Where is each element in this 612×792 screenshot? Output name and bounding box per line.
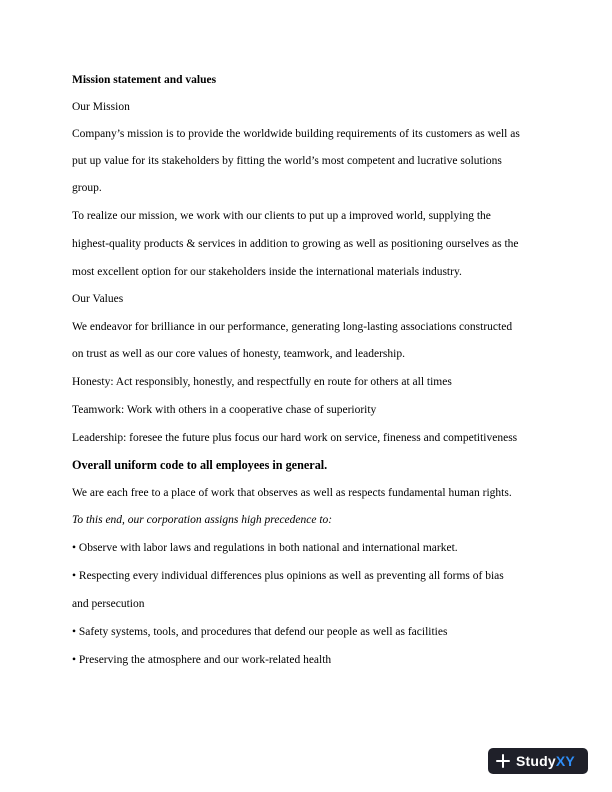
paragraph-line: We are each free to a place of work that observes as well as respects fundamental human rights. [72,487,512,499]
value-honesty: Honesty: Act responsibly, honestly, and respectfully en route for others at all times [72,376,452,388]
watermark-text-accent: XY [555,753,575,769]
value-teamwork: Teamwork: Work with others in a cooperative chase of superiority [72,404,377,416]
watermark-text-main: Study [516,753,556,769]
paragraph-line: To realize our mission, we work with our clients to put up a improved world, supplying the [72,210,491,222]
watermark-logo-text [516,753,575,769]
bullet-item: • Preserving the atmosphere and our work-related health [72,654,332,666]
italic-intro-line: To this end, our corporation assigns high precedence to: [72,514,333,526]
paragraph-line: put up value for its stakeholders by fitting the world’s most competent and lucrative solutions [72,155,502,167]
value-leadership: Leadership: foresee the future plus focus our hard work on service, fineness and competitiveness [72,432,518,444]
paragraph-line: group. [72,182,102,194]
paragraph-line: Company’s mission is to provide the worldwide building requirements of its customers as well as [72,128,520,140]
bullet-item: • Safety systems, tools, and procedures that defend our people as well as facilities [72,626,448,638]
subheading-our-mission: Our Mission [72,101,130,113]
studyxy-watermark-badge [488,748,588,774]
paragraph-line: most excellent option for our stakeholders inside the international materials industry. [72,266,462,278]
plus-icon [496,754,510,768]
section-heading-uniform-code: Overall uniform code to all employees in general. [72,458,328,472]
paragraph-line: highest-quality products & services in addition to growing as well as positioning ourselves as the [72,238,519,250]
bullet-item-continuation: and persecution [72,598,145,610]
paragraph-line: We endeavor for brilliance in our performance, generating long-lasting associations constructed [72,321,513,333]
subheading-our-values: Our Values [72,293,124,305]
section-heading-mission-values: Mission statement and values [72,74,217,86]
bullet-item: • Observe with labor laws and regulations in both national and international market. [72,542,458,554]
paragraph-line: on trust as well as our core values of honesty, teamwork, and leadership. [72,348,405,360]
bullet-item: • Respecting every individual differences plus opinions as well as preventing all forms of bias [72,570,504,582]
